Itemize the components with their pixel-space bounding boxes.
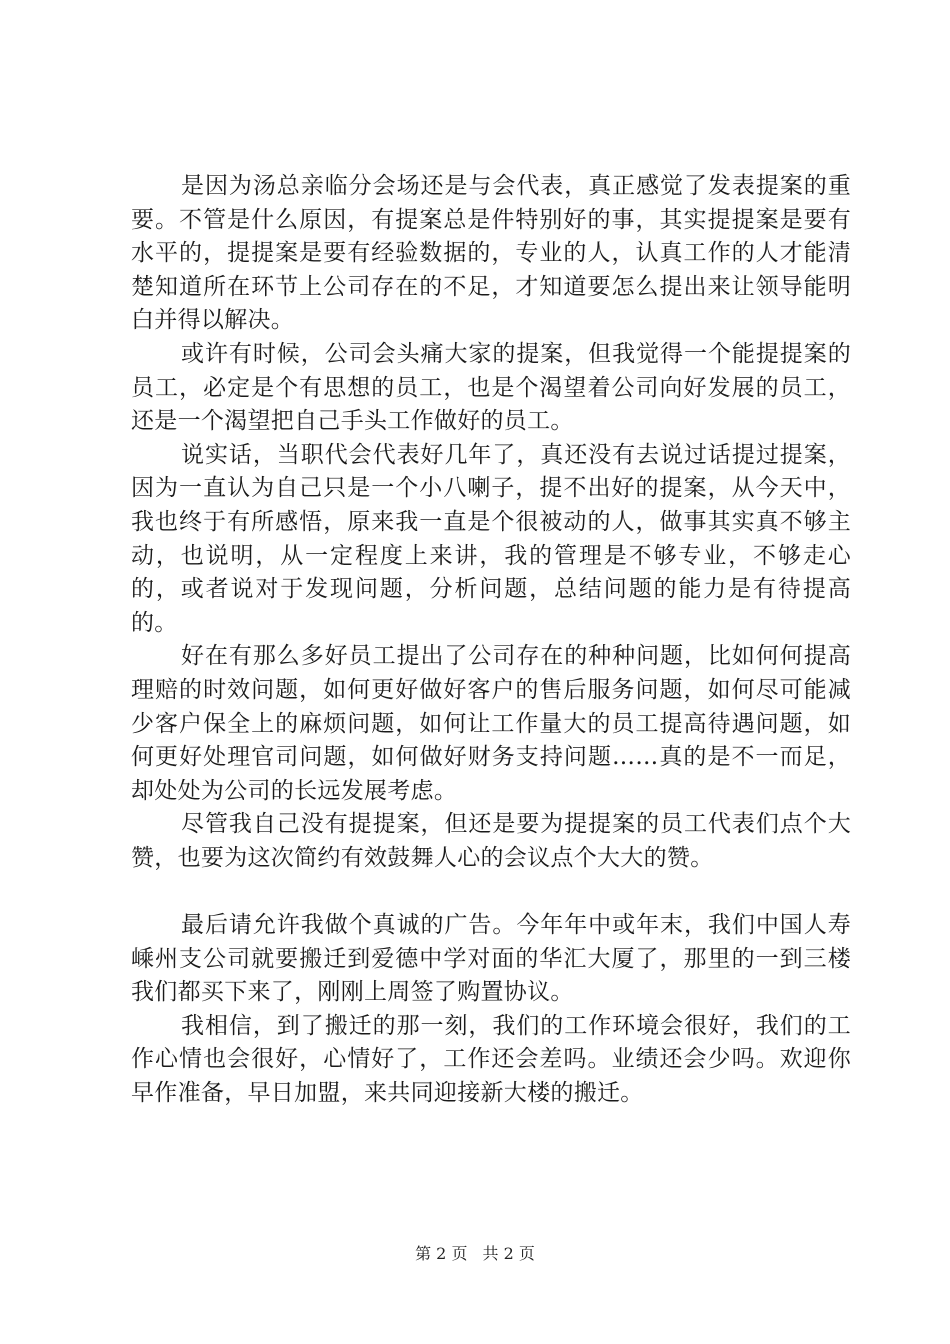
paragraph: 我相信，到了搬迁的那一刻，我们的工作环境会很好，我们的工作心情也会很好，心情好了，工作还会差吗。业绩还会少吗。欢迎你早作准备，早日加盟，来共同迎接新大楼的搬迁。 [131, 1012, 851, 1107]
page-footer [0, 1244, 950, 1264]
paragraph: 最后请允许我做个真诚的广告。今年年中或年末，我们中国人寿嵊州支公司就要搬迁到爱德中学对面的华汇大厦了，那里的一到三楼我们都买下来了，刚刚上周签了购置协议。 [131, 912, 851, 1006]
paragraph-spacer [131, 875, 851, 909]
document-body [131, 170, 851, 1111]
paragraph: 或许有时候，公司会头痛大家的提案，但我觉得一个能提提案的员工，必定是个有思想的员工，也是个渴望着公司向好发展的员工，还是一个渴望把自己手头工作做好的员工。 [131, 340, 851, 435]
paragraph: 是因为汤总亲临分会场还是与会代表，真正感觉了发表提案的重要。不管是什么原因，有提案总是件特别好的事，其实提提案是要有水平的，提提案是要有经验数据的，专业的人，认真工作的人才能清楚知道所在环节上公司存在的不足，才知道要怎么提出来让领导能明白并得以解决。 [131, 173, 851, 334]
paragraph: 说实话，当职代会代表好几年了，真还没有去说过话提过提案，因为一直认为自己只是一个小八喇子，提不出好的提案，从今天中，我也终于有所感悟，原来我一直是个很被动的人，做事其实真不够主动，也说明，从一定程度上来讲，我的管理是不够专业，不够走心的，或者说对于发现问题，分析问题，总结问题的能力是有待提高的。 [131, 441, 851, 636]
paragraph: 尽管我自己没有提提案，但还是要为提提案的员工代表们点个大赞，也要为这次简约有效鼓舞人心的会议点个大大的赞。 [131, 811, 851, 871]
page-total: 共 2 页 [482, 1244, 535, 1263]
paragraph: 好在有那么多好员工提出了公司存在的种种问题，比如何何提高理赔的时效问题，如何更好做好客户的售后服务问题，如何尽可能减少客户保全上的麻烦问题，如何让工作量大的员工提高待遇问题，如何更好处理官司问题，如何做好财务支持问题……真的是不一而足，却处处为公司的长远发展考虑。 [131, 643, 851, 804]
page-number: 第 2 页 [415, 1244, 468, 1263]
